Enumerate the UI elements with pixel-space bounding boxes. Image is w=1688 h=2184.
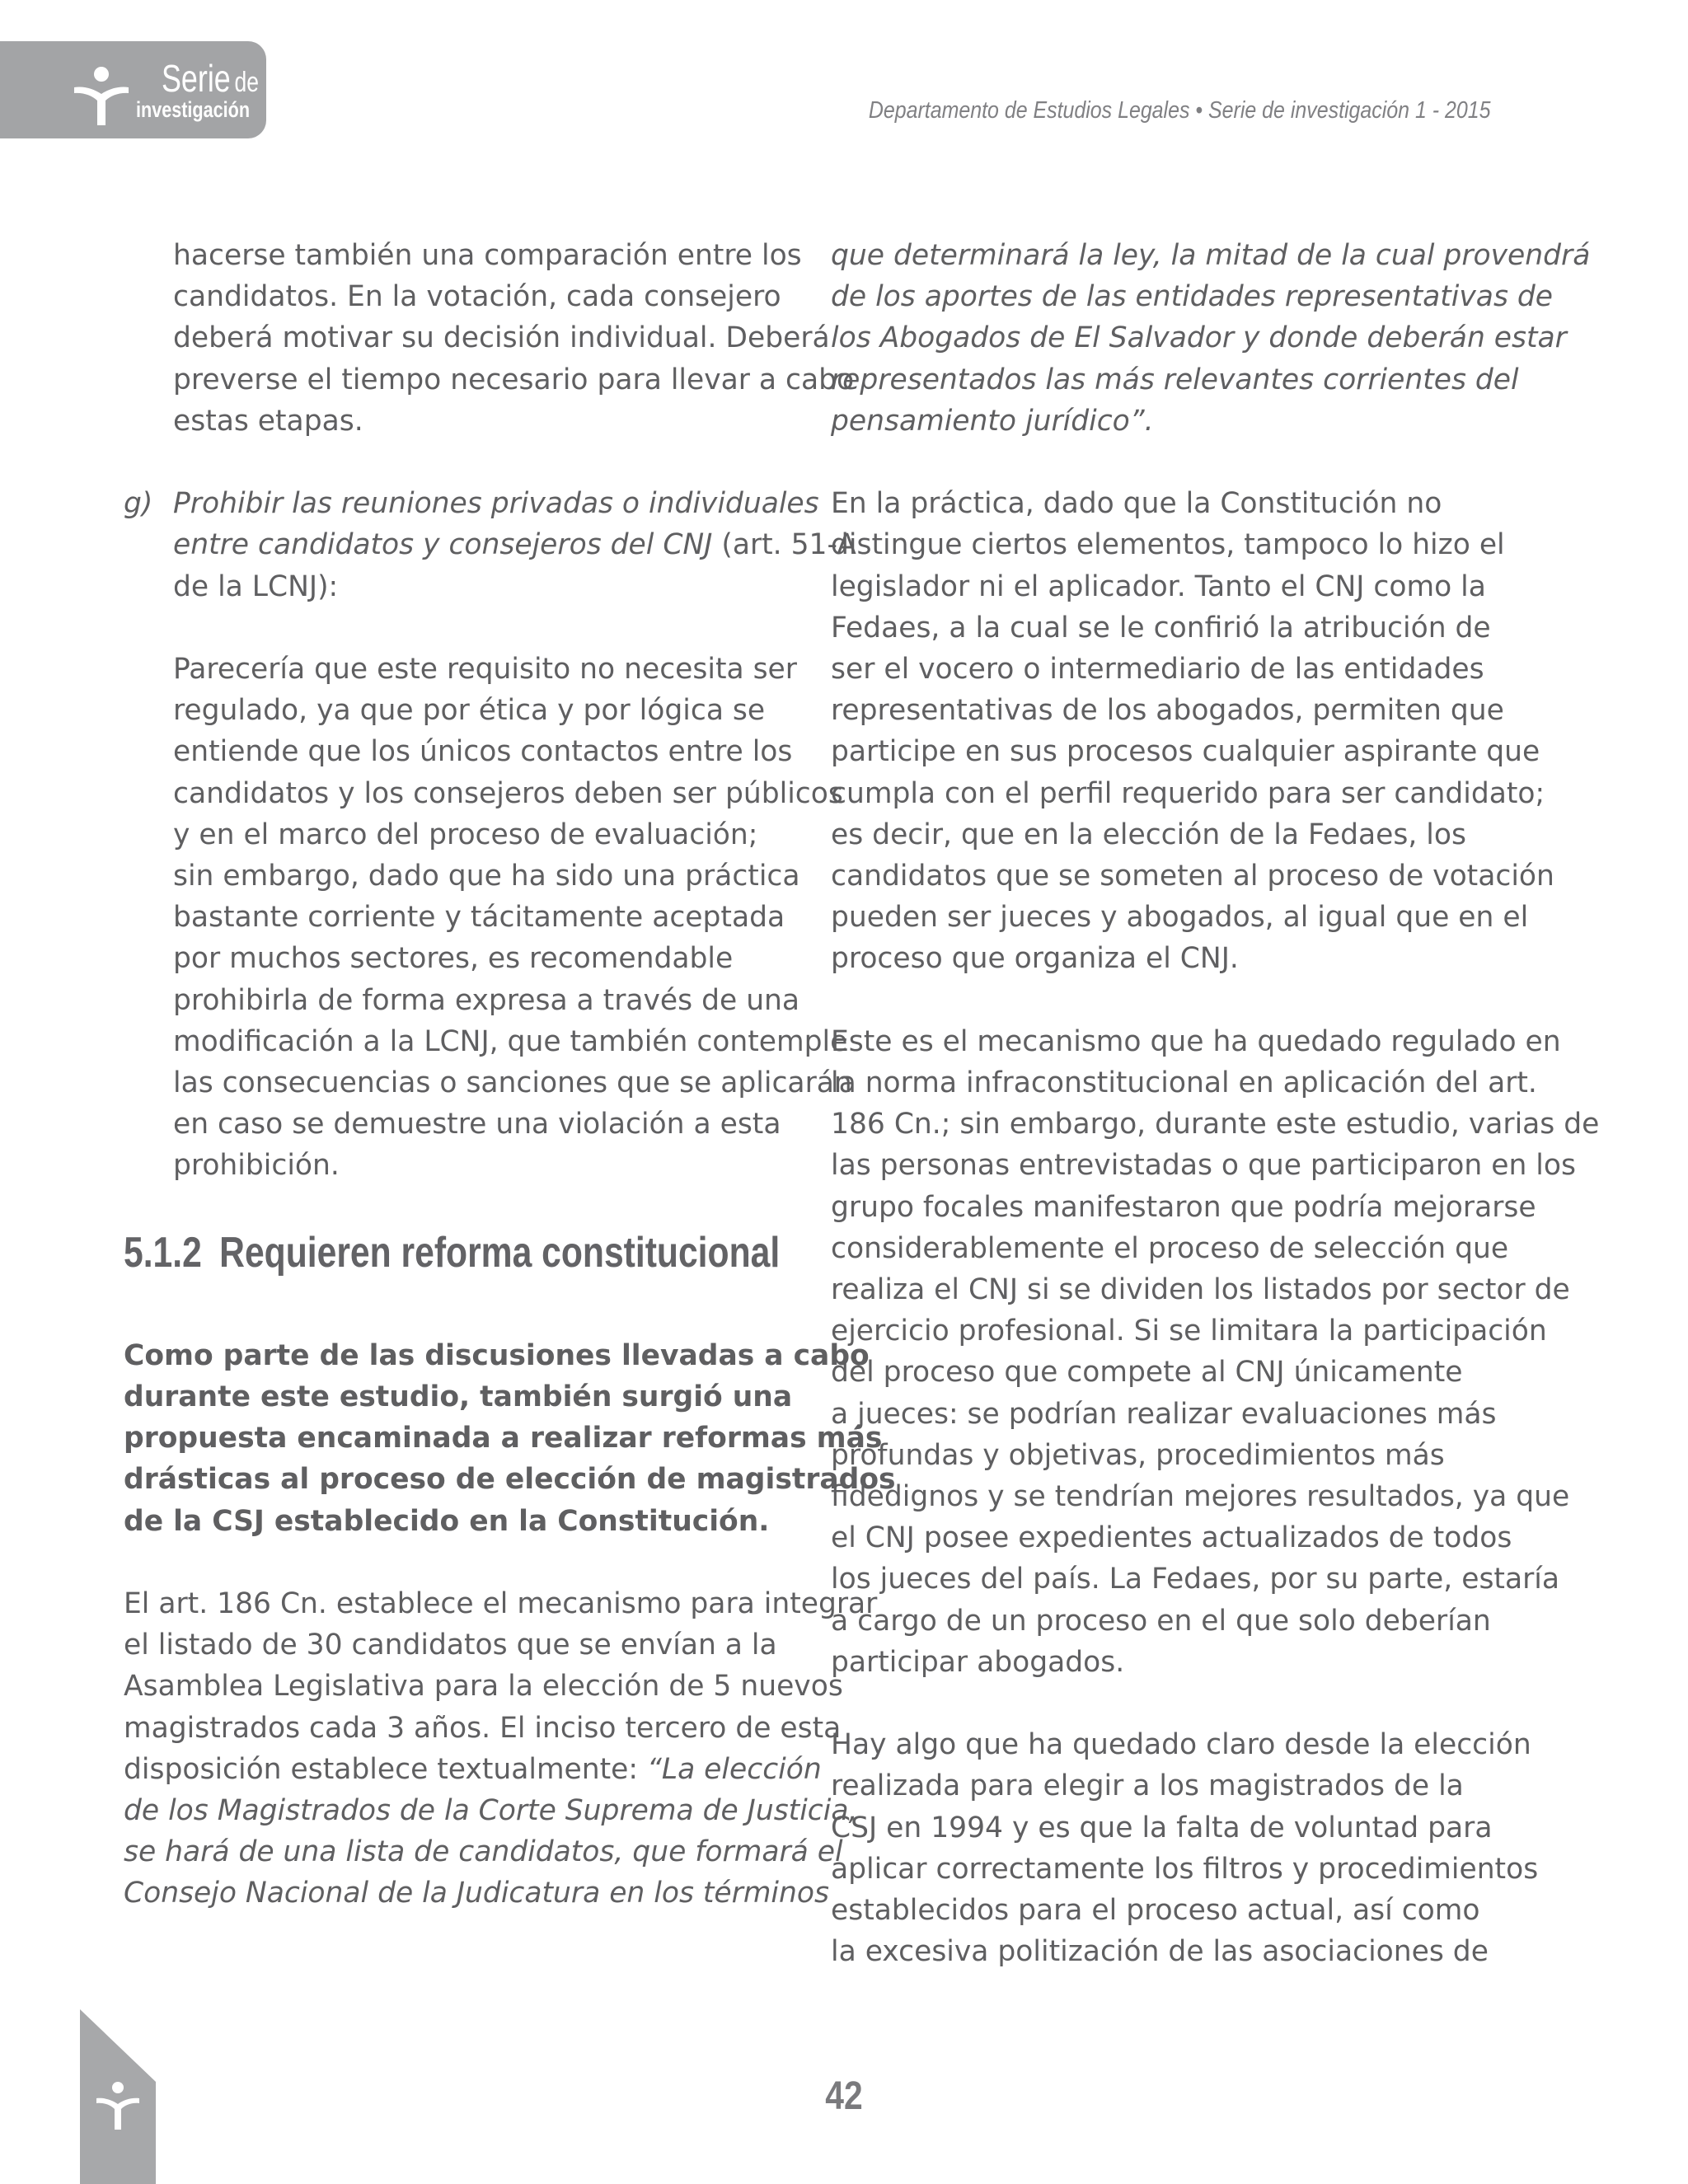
- text-line: propuesta encaminada a realizar reformas más: [124, 1422, 883, 1455]
- text-line: realiza el CNJ si se dividen los listados por sector de: [831, 1273, 1570, 1307]
- text-line: de la CSJ establecido en la Constitución.: [124, 1504, 770, 1538]
- text-line: drásticas al proceso de elección de magistrados: [124, 1463, 896, 1497]
- text-line: por muchos sectores, es recomendable: [173, 942, 734, 976]
- list-item-label: g): [124, 487, 153, 521]
- text-line: hacerse también una comparación entre los: [173, 239, 802, 272]
- text-line: las consecuencias o sanciones que se aplicarán: [173, 1066, 852, 1100]
- series-title: Serie de: [162, 57, 259, 100]
- text-line: proceso que organiza el CNJ.: [831, 942, 1239, 976]
- text-line: representativas de los abogados, permiten que: [831, 694, 1504, 728]
- text-line: prohibición.: [173, 1149, 340, 1183]
- text-line: candidatos que se someten al proceso de votación: [831, 860, 1554, 893]
- text-line: establecidos para el proceso actual, así como: [831, 1894, 1480, 1928]
- list-item-g: [124, 483, 856, 607]
- text-line: CSJ en 1994 y es que la falta de voluntad para: [831, 1811, 1493, 1844]
- text-line: los Abogados de El Salvador y donde deberán estar: [831, 321, 1567, 355]
- text-line: a jueces: se podrían realizar evaluaciones más: [831, 1397, 1497, 1431]
- paragraph-hay-algo: [831, 1724, 1539, 1972]
- text-line: estas etapas.: [173, 404, 363, 438]
- text-line: distingue ciertos elementos, tampoco lo hizo el: [831, 528, 1505, 562]
- text-line: bastante corriente y tácitamente aceptada: [173, 901, 785, 935]
- text-line: pueden ser jueces y abogados, al igual que en el: [831, 901, 1529, 935]
- quote-continuation: [831, 235, 1591, 442]
- text-line: preverse el tiempo necesario para llevar a cabo: [173, 363, 855, 396]
- text-line: disposición establece textualmente: “La elección: [124, 1752, 822, 1786]
- text-line: considerablemente el proceso de selección que: [831, 1231, 1509, 1265]
- text-line: sin embargo, dado que ha sido una práctica: [173, 860, 800, 893]
- text-line: ejercicio profesional. Si se limitara la participación: [831, 1315, 1547, 1348]
- text-line: los jueces del país. La Fedaes, por su parte, estaría: [831, 1563, 1559, 1596]
- text-line: modificación a la LCNJ, que también contemple: [173, 1024, 848, 1058]
- text-line: entre candidatos y consejeros del CNJ (art. 51-A: [173, 528, 856, 562]
- text-line: realizada para elegir a los magistrados de la: [831, 1769, 1464, 1803]
- section-title: Requieren reforma constitucional: [219, 1228, 781, 1277]
- running-header: Departamento de Estudios Legales • Serie de investigación 1 - 2015: [868, 97, 1490, 124]
- person-figure-icon: [73, 66, 130, 125]
- series-subtitle: investigación: [136, 97, 251, 122]
- text-line: la excesiva politización de las asociaciones de: [831, 1935, 1489, 1969]
- page-number: 42: [825, 2074, 863, 2118]
- text-line: que determinará la ley, la mitad de la cual provendrá: [831, 239, 1591, 272]
- text-line: cumpla con el perfil requerido para ser candidato;: [831, 776, 1545, 810]
- left-column: [124, 235, 896, 1956]
- paragraph-practica: [831, 483, 1554, 979]
- text-line: 186 Cn.; sin embargo, durante este estudio, varias de: [831, 1108, 1600, 1141]
- text-line: participe en sus procesos cualquier aspirante que: [831, 735, 1540, 769]
- text-line: el CNJ posee expedientes actualizados de todos: [831, 1521, 1512, 1555]
- text-line: la norma infraconstitucional en aplicación del art.: [831, 1066, 1537, 1100]
- text-line: de la LCNJ):: [173, 569, 339, 603]
- text-line: legislador ni el aplicador. Tanto el CNJ como la: [831, 569, 1486, 603]
- section-number: 5.1.2: [124, 1228, 202, 1277]
- text-line: del proceso que compete al CNJ únicamente: [831, 1356, 1463, 1390]
- text-line: Este es el mecanismo que ha quedado regulado en: [831, 1024, 1561, 1058]
- text-line: Parecería que este requisito no necesita ser: [173, 653, 797, 686]
- text-line: candidatos. En la votación, cada consejero: [173, 280, 781, 314]
- text-line: Como parte de las discusiones llevadas a cabo: [124, 1338, 870, 1372]
- series-tab: [0, 41, 266, 138]
- section-heading: [124, 1228, 781, 1277]
- paragraph-pareceria: [124, 649, 852, 1187]
- text-line: Consejo Nacional de la Judicatura en los términos: [124, 1877, 829, 1910]
- text-line: de los aportes de las entidades representativas de: [831, 280, 1554, 314]
- text-line: es decir, que en la elección de la Fedaes, los: [831, 818, 1466, 851]
- text-line: pensamiento jurídico”.: [831, 404, 1154, 438]
- text-line: magistrados cada 3 años. El inciso tercero de esta: [124, 1711, 842, 1745]
- text-line: Fedaes, a la cual se le confirió la atribución de: [831, 611, 1491, 644]
- right-column: [831, 235, 1600, 2014]
- paragraph-art-186: [124, 1583, 878, 1915]
- text-line: de los Magistrados de la Corte Suprema de Justicia,: [124, 1794, 858, 1828]
- text-line: Asamblea Legislativa para la elección de 5 nuevos: [124, 1670, 843, 1704]
- text-line: Hay algo que ha quedado claro desde la elección: [831, 1728, 1531, 1762]
- text-line: y en el marco del proceso de evaluación;: [173, 818, 758, 851]
- text-line: El art. 186 Cn. establece el mecanismo para integrar: [124, 1587, 878, 1621]
- paragraph-continuation: [124, 235, 855, 442]
- text-line: aplicar correctamente los filtros y procedimientos: [831, 1852, 1539, 1886]
- text-line: entiende que los únicos contactos entre los: [173, 735, 793, 769]
- text-line: en caso se demuestre una violación a esta: [173, 1108, 781, 1141]
- text-line: Prohibir las reuniones privadas o individuales: [173, 487, 819, 521]
- text-line: regulado, ya que por ética y por lógica se: [173, 694, 766, 728]
- text-line: el listado de 30 candidatos que se envían a la: [124, 1629, 777, 1662]
- text-line: profundas y objetivas, procedimientos más: [831, 1438, 1445, 1472]
- text-line: las personas entrevistadas o que participaron en los: [831, 1149, 1576, 1183]
- text-line: prohibirla de forma expresa a través de una: [173, 983, 800, 1017]
- text-line: representados las más relevantes corrientes del: [831, 363, 1519, 396]
- text-line: se hará de una lista de candidatos, que formará el: [124, 1835, 843, 1869]
- text-line: grupo focales manifestaron que podría mejorarse: [831, 1190, 1536, 1224]
- text-line: candidatos y los consejeros deben ser públicos: [173, 776, 843, 810]
- text-line: participar abogados.: [831, 1645, 1125, 1679]
- text-line: deberá motivar su decisión individual. Deberá: [173, 321, 830, 355]
- paragraph-lead: [124, 1335, 896, 1542]
- text-line: En la práctica, dado que la Constitución no: [831, 487, 1442, 521]
- text-line: durante este estudio, también surgió una: [124, 1380, 793, 1414]
- text-line: a cargo de un proceso en el que solo deberían: [831, 1604, 1491, 1638]
- text-line: fidedignos y se tendrían mejores resultados, ya que: [831, 1480, 1570, 1514]
- text-line: ser el vocero o intermediario de las entidades: [831, 653, 1484, 687]
- paragraph-mecanismo: [831, 1021, 1600, 1683]
